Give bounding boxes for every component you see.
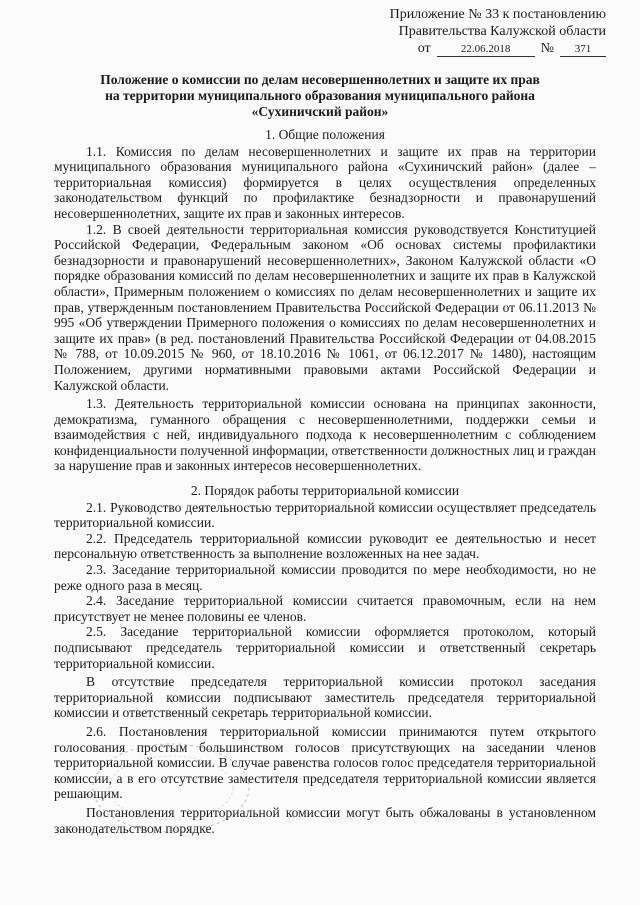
paragraph-2-5-continued: В отсутствие председателя территориальной комиссии протокол заседания территориальной комиссии подписывают заместитель председателя территориальной комиссии и ответственный секретарь территориальной комиссии. bbox=[54, 674, 596, 721]
appendix-date-line bbox=[376, 40, 606, 57]
title-line-3: «Сухиничский район» bbox=[251, 104, 389, 119]
paragraph-1-3: 1.3. Деятельность территориальной комиссии основана на принципах законности, демократизма, гуманного обращения с несовершеннолетними, поддержки семьи и взаимодействия с ней, индивидуального подхода к несовершеннолетним с соблюдением конфиденциальности полученной информации, ответственности должностных лиц и граждан за нарушение прав и законных интересов несовершеннолетних. bbox=[54, 396, 596, 474]
paragraph-2-6-continued: Постановления территориальной комиссии могут быть обжалованы в установленном законодательством порядке. bbox=[54, 804, 596, 836]
date-value: 22.06.2018 bbox=[437, 43, 535, 57]
paragraph-1-2: 1.2. В своей деятельности территориальная комиссия руководствуется Конституцией Российской Федерации, Федеральным законом «Об основах системы профилактики безнадзорности и правонарушений несовершеннолетних», Законом Калужской области «О порядке образования комиссий по делам несовершеннолетних и защите их прав в Калужской области», Примерным положением о комиссиях по делам несовершеннолетних и защите их прав, утвержденным постановлением Правительства Российской Федерации от 06.11.2013 № 995 «Об утверждении Примерного положения о комиссиях по делам несовершеннолетних и защите их прав» (в ред. постановлений Правительства Российской Федерации от 04.08.2015 № 788, от 10.09.2015 № 960, от 18.10.2016 № 1061, от 06.12.2017 № 1480), настоящим Положением, другими нормативными правовыми актами Российской Федерации и Калужской области. bbox=[54, 221, 596, 393]
paragraph-2-1: 2.1. Руководство деятельностью территориальной комиссии осуществляет председатель территориальной комиссии. bbox=[54, 499, 596, 531]
paragraph-1-1: 1.1. Комиссия по делам несовершеннолетних и защите их прав на территории муниципального образования муниципального района «Сухиничский район» (далее – территориальная комиссия) формируется в целях осуществления определенных законодательством функций по профилактике безнадзорности и правонарушений несовершеннолетних, защите их прав и законных интересов. bbox=[54, 143, 596, 221]
number-value: 371 bbox=[560, 43, 606, 57]
paragraph-2-3: 2.3. Заседание территориальной комиссии проводится по мере необходимости, но не реже одного раза в месяц. bbox=[54, 562, 596, 593]
section-2-heading: 2. Порядок работы территориальной комиссии bbox=[190, 483, 460, 499]
title-line-1: Положение о комиссии по делам несовершеннолетних и защите их прав bbox=[100, 72, 540, 87]
paragraph-2-4: 2.4. Заседание территориальной комиссии считается правомочным, если на нем присутствует не менее половины ее членов. bbox=[54, 593, 596, 624]
appendix-header bbox=[376, 6, 606, 57]
paragraph-2-5: 2.5. Заседание территориальной комиссии оформляется протоколом, который подписывают председатель территориальной комиссии и ответственный секретарь территориальной комиссии. bbox=[54, 624, 596, 671]
section-1-heading: 1. Общие положения bbox=[265, 127, 385, 142]
paragraph-2-6: 2.6. Постановления территориальной комиссии принимаются путем открытого голосования простым большинством голосов присутствующих на заседании членов территориальной комиссии. В случае равенства голосов голос председателя территориальной комиссии, а в его отсутствие заместителя председателя территориальной комиссии является решающим. bbox=[54, 723, 596, 802]
paragraph-2-2: 2.2. Председатель территориальной комиссии руководит ее деятельностью и несет персональную ответственность за выполнение возложенных на нее задач. bbox=[54, 530, 596, 562]
appendix-line-1: Приложение № 33 к постановлению bbox=[389, 7, 606, 22]
document-body bbox=[54, 127, 596, 836]
appendix-line-2: Правительства Калужской области bbox=[398, 24, 606, 39]
number-sign: № bbox=[540, 41, 554, 56]
date-prefix: от bbox=[417, 41, 431, 56]
title-line-2: на территории муниципального образования муниципального района bbox=[105, 88, 535, 103]
document-title bbox=[60, 72, 580, 120]
